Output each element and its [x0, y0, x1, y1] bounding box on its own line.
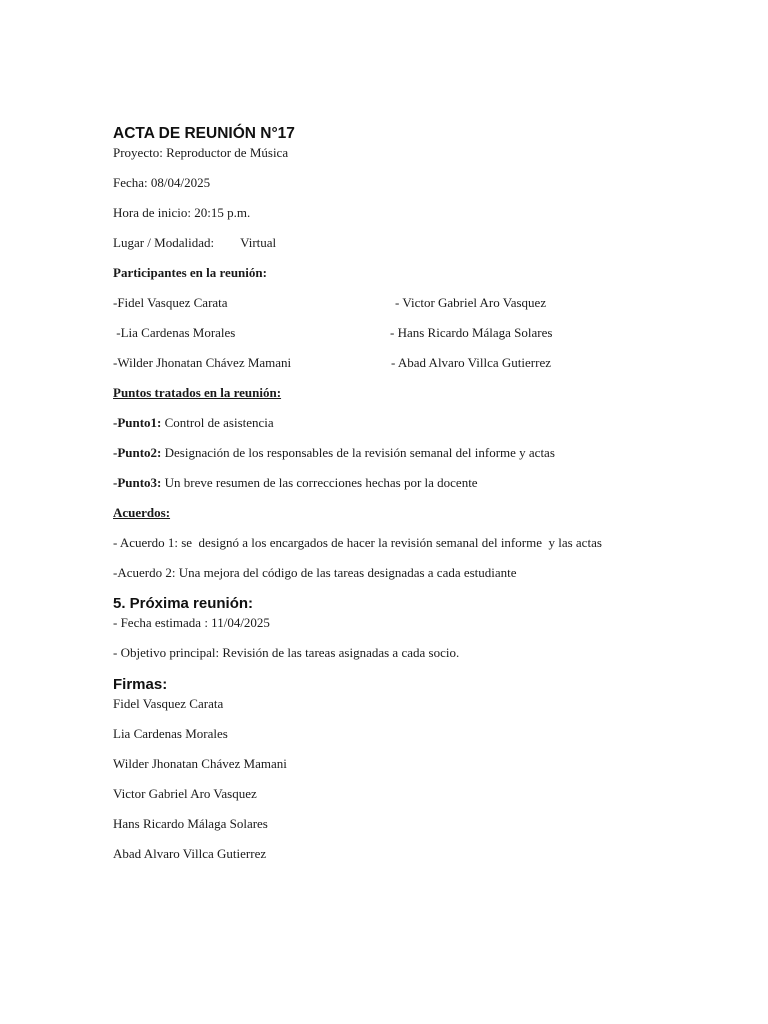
participant-right: - Victor Gabriel Aro Vasquez [395, 295, 547, 310]
participantes-heading: Participantes en la reunión: [113, 265, 267, 280]
fecha-line: Fecha: 08/04/2025 [113, 175, 211, 190]
participant-row [113, 324, 653, 341]
punto-text: Designación de los responsables de la revisión semanal del informe y actas [161, 445, 555, 460]
participant-right: - Abad Alvaro Villca Gutierrez [391, 355, 551, 370]
participant-row [113, 354, 653, 371]
proxima-heading: 5. Próxima reunión: [113, 595, 254, 612]
punto-label: -Punto2: [113, 445, 162, 460]
firma-name: Victor Gabriel Aro Vasquez [113, 786, 257, 801]
punto-item [113, 414, 653, 431]
punto-item [113, 474, 653, 491]
puntos-heading: Puntos tratados en la reunión: [113, 385, 282, 400]
punto-label: -Punto1: [113, 415, 162, 430]
lugar-value: Virtual [240, 235, 277, 250]
firma-name: Abad Alvaro Villca Gutierrez [113, 846, 267, 861]
punto-label: -Punto3: [113, 475, 162, 490]
document-page [113, 124, 653, 862]
participant-left: -Wilder Jhonatan Chávez Mamani [113, 355, 292, 370]
document-title: ACTA DE REUNIÓN N°17 [113, 125, 295, 142]
firma-name: Wilder Jhonatan Chávez Mamani [113, 756, 287, 771]
firmas-heading: Firmas: [113, 676, 168, 693]
firma-name: Lia Cardenas Morales [113, 726, 228, 741]
acuerdos-heading: Acuerdos: [113, 505, 171, 520]
punto-text: Un breve resumen de las correcciones hechas por la docente [161, 475, 478, 490]
participant-row [113, 294, 653, 311]
firma-name: Fidel Vasquez Carata [113, 696, 224, 711]
firma-name: Hans Ricardo Málaga Solares [113, 816, 268, 831]
proxima-fecha: - Fecha estimada : 11/04/2025 [113, 615, 270, 630]
punto-text: Control de asistencia [161, 415, 274, 430]
acuerdo-item: - Acuerdo 1: se designó a los encargados de hacer la revisión semanal del informe y las actas [113, 535, 602, 550]
proxima-objetivo: - Objetivo principal: Revisión de las tareas asignadas a cada socio. [113, 645, 460, 660]
punto-item [113, 444, 653, 461]
participant-left: -Lia Cardenas Morales [113, 325, 236, 340]
hora-line: Hora de inicio: 20:15 p.m. [113, 205, 251, 220]
participant-left: -Fidel Vasquez Carata [113, 295, 228, 310]
participant-right: - Hans Ricardo Málaga Solares [390, 325, 553, 340]
lugar-label: Lugar / Modalidad: [113, 235, 215, 250]
acuerdo-item: -Acuerdo 2: Una mejora del código de las tareas designadas a cada estudiante [113, 565, 517, 580]
proyecto-line: Proyecto: Reproductor de Música [113, 145, 289, 160]
lugar-line [113, 234, 653, 251]
